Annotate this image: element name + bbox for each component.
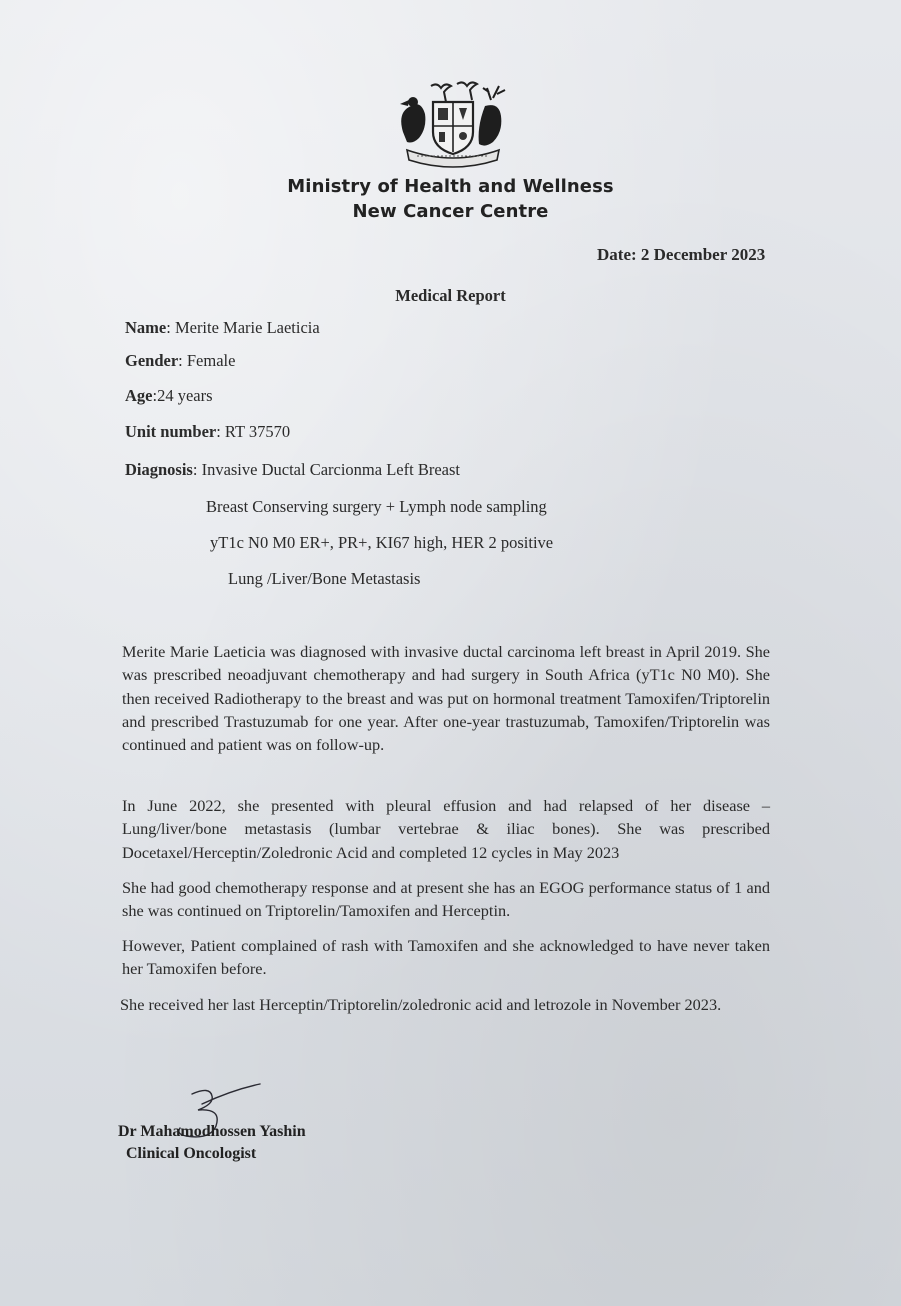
last-treatment-paragraph: She received her last Herceptin/Triptorelin/zoledronic acid and letrozole in November 2023. [120, 995, 722, 1014]
gender-value: : Female [178, 351, 236, 370]
patient-name [125, 318, 320, 338]
report-date: Date: 2 December 2023 [597, 245, 766, 264]
coat-of-arms-icon [393, 80, 513, 175]
patient-age [125, 386, 213, 406]
gender-label: Gender [125, 351, 179, 370]
report-title: Medical Report [395, 286, 506, 305]
patient-gender [125, 351, 235, 371]
diagnosis-label: Diagnosis [125, 460, 193, 479]
age-label: Age [125, 386, 153, 405]
diagnosis-line: Lung /Liver/Bone Metastasis [228, 569, 421, 588]
unit-value: : RT 37570 [216, 422, 291, 441]
diagnosis-line: yT1c N0 M0 ER+, PR+, KI67 high, HER 2 positive [210, 533, 554, 552]
ministry-name: Ministry of Health and Wellness [287, 176, 614, 197]
signatory-name: Dr Mahamodhossen Yashin [118, 1123, 306, 1140]
history-paragraph: Merite Marie Laeticia was diagnosed with invasive ductal carcinoma left breast in April 2019. She was prescribed neoadjuvant chemotherapy and had surgery in South Africa (yT1c N0 M0). She then received Radiotherapy to the breast and was put on hormonal treatment Tamoxifen/Triptorelin and prescribed Trastuzumab for one year. After one-year trastuzumab, Tamoxifen/Triptorelin was continued and patient was on follow-up. [122, 642, 770, 755]
diagnosis-value: : Invasive Ductal Carcionma Left Breast [192, 460, 460, 479]
signatory-title: Clinical Oncologist [126, 1145, 257, 1162]
patient-diagnosis [125, 460, 460, 480]
relapse-paragraph: In June 2022, she presented with pleural effusion and had relapsed of her disease – Lung/liver/bone metastasis (lumbar vertebrae & iliac bones). She was prescribed Docetaxel/Herceptin/Zoledronic Acid and completed 12 cycles in May 2023 [122, 796, 770, 862]
name-value: : Merite Marie Laeticia [166, 318, 320, 337]
rash-paragraph: However, Patient complained of rash with Tamoxifen and she acknowledged to have never taken her Tamoxifen before. [122, 936, 770, 979]
centre-name: New Cancer Centre [352, 201, 549, 222]
unit-label: Unit number [125, 422, 217, 441]
patient-unit-number [125, 422, 290, 442]
diagnosis-line: Breast Conserving surgery + Lymph node sampling [206, 497, 547, 516]
name-label: Name [125, 318, 167, 337]
age-value: :24 years [152, 386, 213, 405]
response-paragraph: She had good chemotherapy response and at present she has an EGOG performance status of 1 and she was continued on Triptorelin/Tamoxifen and Herceptin. [122, 878, 770, 921]
